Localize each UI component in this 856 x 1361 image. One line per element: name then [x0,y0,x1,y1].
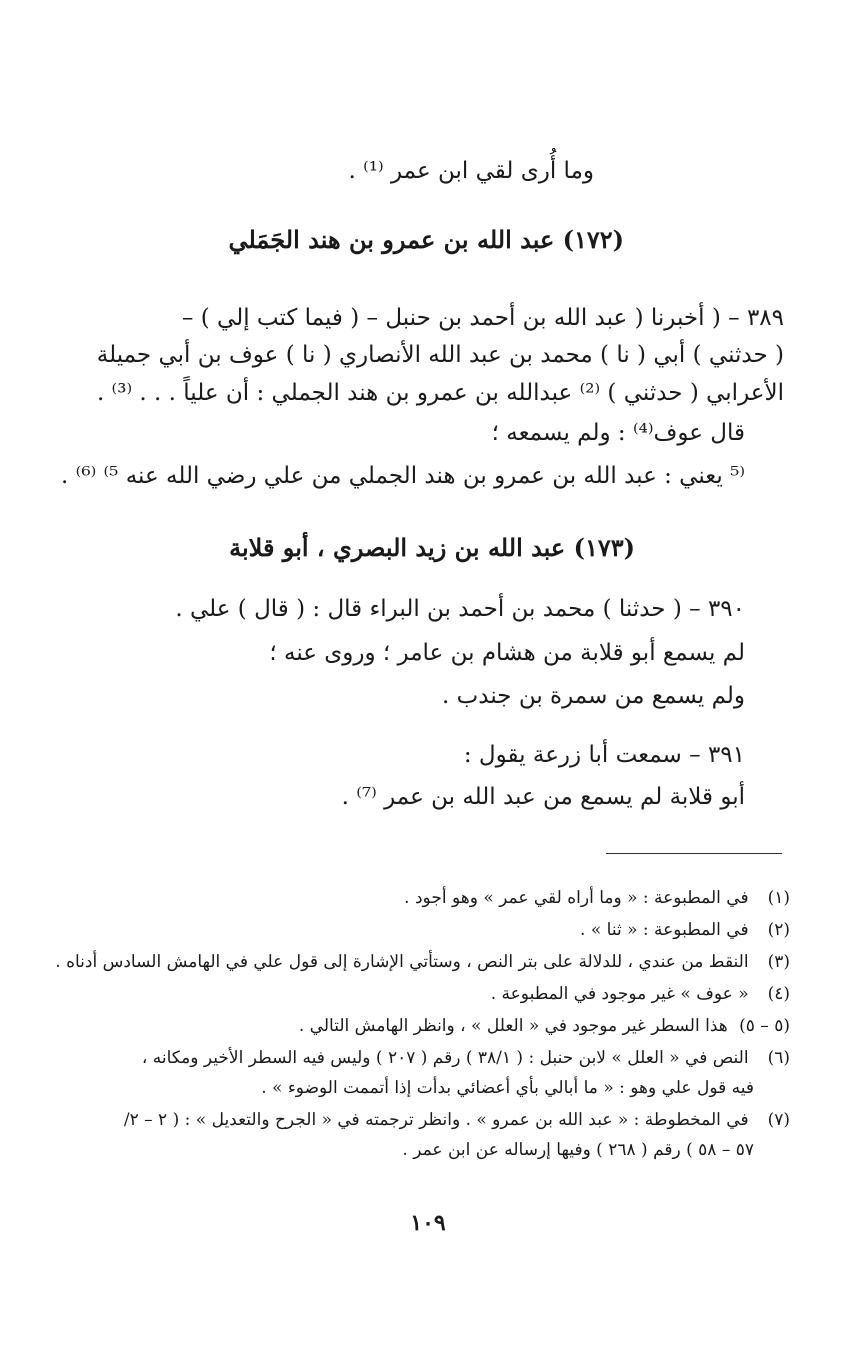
entry-390-line-1: ٣٩٠ – ( حدثنا ) محمد بن أحمد بن البراء قال : ( قال ) علي . [175,596,745,622]
footnote-text: في المطبوعة : « وما أراه لقي عمر » وهو أجود . [404,888,749,908]
entry-389-line-4: قال عوف⁽⁴⁾ : ولم يسمعه ؛ [491,420,745,446]
footnote-7 [124,1110,790,1130]
footnote-number: (٧) [767,1110,790,1130]
footnote-1 [404,888,790,908]
entry-390-line-2: لم يسمع أبو قلابة من هشام بن عامر ؛ وروى عنه ؛ [269,640,745,666]
footnote-number: (٦) [767,1048,790,1068]
footnote-4 [491,984,790,1004]
section-heading-173: (١٧٣) عبد الله بن زيد البصري ، أبو قلابة [229,533,635,562]
footnote-3 [55,952,790,972]
footnote-6-continuation: فيه قول علي وهو : « ما أبالي بأي أعضائي بدأت إذا أتممت الوضوء » . [261,1078,754,1098]
footnote-2 [580,920,790,940]
page-number: ١٠٩ [410,1210,446,1236]
footnote-text: النقط من عندي ، للدلالة على بتر النص ، وستأتي الإشارة إلى قول علي في الهامش السادس أدناه . [55,952,749,972]
footnote-text: « عوف » غير موجود في المطبوعة . [490,984,749,1004]
section-heading-172: (١٧٢) عبد الله بن عمرو بن هند الجَمَلي [228,225,624,254]
entry-391-line-1: ٣٩١ – سمعت أبا زرعة يقول : [463,742,745,768]
footnote-number: (٤) [767,984,790,1004]
footnote-number: (٥ – ٥) [739,1016,790,1036]
footnote-number: (١) [767,888,790,908]
footnote-text: في المطبوعة : « ثنا » . [580,920,749,940]
footnote-5 [299,1016,790,1036]
entry-389-line-2: ( حدثني ) أبي ( نا ) محمد بن عبد الله الأنصاري ( نا ) عوف بن أبي جميلة [96,342,784,368]
footnote-text: في المخطوطة : « عبد الله بن عمرو » . وانظر ترجمته في « الجرح والتعديل » : ( ٢ – ٢/ [123,1110,749,1130]
footnote-text: النص في « العلل » لابن حنبل : ( ٣٨/١ ) رقم ( ٢٠٧ ) وليس فيه السطر الأخير ومكانه ، [141,1048,749,1068]
entry-390-line-3: ولم يسمع من سمرة بن جندب . [442,683,745,709]
entry-389-line-1: ٣٨٩ – ( أخبرنا ( عبد الله بن أحمد بن حنبل – ( فيما كتب إلي ) – [181,305,784,331]
opening-line: وما أُرى لقي ابن عمر ⁽¹⁾ . [348,158,594,184]
footnote-number: (٢) [767,920,790,940]
entry-389-line-5: ⁽⁵ يعني : عبد الله بن عمرو بن هند الجملي من علي رضي الله عنه ⁵⁾ ⁽⁶⁾ . [61,463,745,489]
footnote-number: (٣) [767,952,790,972]
footnote-6 [142,1048,790,1068]
entry-389-line-3: الأعرابي ( حدثني ) ⁽²⁾ عبدالله بن عمرو بن هند الجملي : أن علياً . . . ⁽³⁾ . [96,380,784,406]
footnote-text: هذا السطر غير موجود في « العلل » ، وانظر الهامش التالي . [298,1016,728,1036]
footnote-separator [606,853,782,854]
entry-391-line-2: أبو قلابة لم يسمع من عبد الله بن عمر ⁽⁷⁾ . [341,784,745,810]
footnote-7-continuation: ٥٧ – ٥٨ ) رقم ( ٢٦٨ ) وفيها إرساله عن ابن عمر . [402,1140,754,1160]
